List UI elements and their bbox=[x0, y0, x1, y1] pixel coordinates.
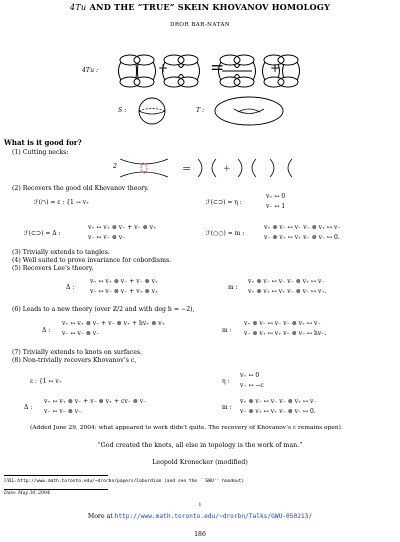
f-cup-l1: v₊ ↦ 0 bbox=[266, 193, 286, 200]
lee-delta-l1: v₊ ↦ v₊ ⊗ v₋ + v₋ ⊗ v₊ bbox=[90, 278, 159, 285]
quote-attribution: Leopold Kronecker (modified) bbox=[152, 459, 248, 466]
f-m-head: ℱ(○○) = m : bbox=[206, 230, 245, 237]
url-text[interactable]: http://www.math.toronto.edu/~drorbn/papers/Cobordism (and see the ``GWU'' handout) bbox=[17, 479, 245, 484]
item-4: (4) Well suited to prove invariance for cobordisms. bbox=[12, 257, 172, 264]
author: DROR BAR-NATAN bbox=[169, 22, 231, 28]
item-1: (1) Cutting necks: bbox=[12, 149, 69, 156]
c-eta-l2: v₋ ↦ −c bbox=[240, 382, 264, 389]
f-cup-l2: v₋ ↦ 1 bbox=[266, 203, 286, 210]
lee-m-l1: v₊ ⊗ v₋ ↦ v₋ v₋ ⊗ v₊ ↦ v₋ bbox=[248, 278, 325, 285]
page-number: 1 bbox=[198, 503, 202, 508]
more-link[interactable]: http://www.math.toronto.edu/~drorbn/Talks/GWU-050213/ bbox=[114, 513, 313, 520]
item-6: (6) Leads to a new theory (over ℤ/2 and with deg h = −2), bbox=[12, 306, 195, 313]
new-delta-l1: v₊ ↦ v₊ ⊗ v₋ + v₋ ⊗ v₊ + hv₊ ⊗ v₊ bbox=[62, 320, 165, 327]
f-delta-l2: v₋ ↦ v₋ ⊗ v₋ bbox=[88, 234, 126, 241]
more-line bbox=[0, 513, 400, 520]
tube-pair-4 bbox=[263, 55, 300, 87]
c-delta-l2: v₋ ↦ v₋ ⊗ v₋ bbox=[44, 408, 82, 415]
f-delta-l1: v₊ ↦ v₊ ⊗ v₋ + v₋ ⊗ v₊ bbox=[88, 224, 157, 231]
c-m-l1: v₊ ⊗ v₋ ↦ v₋ v₋ ⊗ v₊ ↦ v₋ bbox=[240, 398, 317, 405]
page-title bbox=[0, 2, 400, 12]
f-m-l1: v₊ ⊗ v₋ ↦ v₋ v₋ ⊗ v₊ ↦ v₋ bbox=[264, 224, 341, 231]
c-delta-l1: v₊ ↦ v₊ ⊗ v₋ + v₋ ⊗ v₊ + cv₋ ⊗ v₋ bbox=[44, 398, 147, 405]
c-m-head: m : bbox=[222, 404, 232, 411]
t-label: T : bbox=[196, 107, 205, 114]
added-note: (Added June 29, 2004: what appeared to work didn’t quite. The recovery of Khovanov’s c remains open). bbox=[30, 425, 343, 431]
tube-pair-1 bbox=[119, 55, 156, 87]
c-m-l2: v₋ ⊗ v₊ ↦ v₊ v₋ ⊗ v₋ ↦ 0. bbox=[240, 408, 316, 415]
s-label: S : bbox=[118, 107, 127, 114]
c-eta-l1: v₊ ↦ 0 bbox=[240, 372, 260, 379]
item-8: (8) Non-trivially recovers Khovanov’s c, bbox=[12, 357, 137, 364]
new-delta-l2: v₋ ↦ v₋ ⊗ v₋ bbox=[62, 330, 100, 337]
section-heading: What is it good for? bbox=[4, 138, 82, 147]
item-3: (3) Trivially extends to tangles. bbox=[12, 249, 110, 256]
lee-m-l2: v₊ ⊗ v₊ ↦ v₊ v₋ ⊗ v₋ ↦ v₊. bbox=[248, 288, 327, 295]
title-rest: AND THE “TRUE” SKEIN KHOVANOV HOMOLOGY bbox=[89, 2, 331, 12]
f-cap-formula: ℱ(∩) = ε : {1 → v₊ bbox=[34, 199, 90, 206]
lee-m-head: m : bbox=[228, 284, 238, 291]
footnote-rule bbox=[4, 475, 108, 476]
bottom-page-number: 186 bbox=[194, 531, 206, 538]
plus-sign-1: + bbox=[158, 61, 169, 75]
item-7: (7) Trivially extends to knots on surfaces. bbox=[12, 349, 143, 356]
neck-coefficient: 2 bbox=[113, 163, 117, 170]
c-eps: ε : {1 ↦ v₊ bbox=[30, 378, 62, 385]
svg-text:+: + bbox=[223, 164, 231, 174]
item-2: (2) Recovers the good old Khovanov theory. bbox=[12, 185, 149, 192]
lee-delta-l2: v₋ ↦ v₋ ⊗ v₋ + v₊ ⊗ v₊ bbox=[90, 288, 159, 295]
new-m-l2: v₋ ⊗ v₊ ↦ v₊ v₋ ⊗ v₋ ↦ hv₋. bbox=[244, 330, 327, 337]
c-delta-head: Δ : bbox=[24, 404, 33, 411]
c-eta-head: η : bbox=[222, 378, 230, 385]
f-delta-head: ℱ(⊂⊃) = Δ : bbox=[24, 230, 61, 237]
f-m-l2: v₋ ⊗ v₊ ↦ v₊ v₋ ⊗ v₋ ↦ 0. bbox=[264, 234, 340, 241]
plus-sign-2: + bbox=[270, 61, 281, 75]
neck-cutting-figure bbox=[120, 153, 300, 183]
new-m-l1: v₊ ⊗ v₋ ↦ v₋ v₋ ⊗ v₊ ↦ v₋ bbox=[244, 320, 321, 327]
item-5: (5) Recovers Lee’s theory. bbox=[12, 265, 94, 272]
lee-delta-head: Δ : bbox=[66, 284, 75, 291]
title-prefix: 4Tu bbox=[69, 2, 87, 12]
new-m-head: m : bbox=[222, 327, 232, 334]
svg-text:=: = bbox=[182, 162, 192, 175]
url-label: URL: bbox=[4, 479, 16, 484]
url-footnote bbox=[4, 478, 244, 485]
new-delta-head: Δ : bbox=[42, 327, 51, 334]
quote: “God created the knots, all else in topology is the work of man.” bbox=[97, 442, 303, 449]
sphere-figure bbox=[134, 96, 170, 126]
f-cup-head: ℱ(⊂⊃) = η : bbox=[206, 199, 242, 206]
equals-sign: = bbox=[210, 58, 225, 78]
fourtu-label: 4Tu : bbox=[82, 67, 99, 74]
date-footnote: Date: May 30, 2004. bbox=[4, 491, 52, 496]
footnote-rule-2 bbox=[4, 489, 108, 490]
torus-figure bbox=[212, 94, 286, 128]
more-prefix: More at bbox=[87, 513, 113, 520]
